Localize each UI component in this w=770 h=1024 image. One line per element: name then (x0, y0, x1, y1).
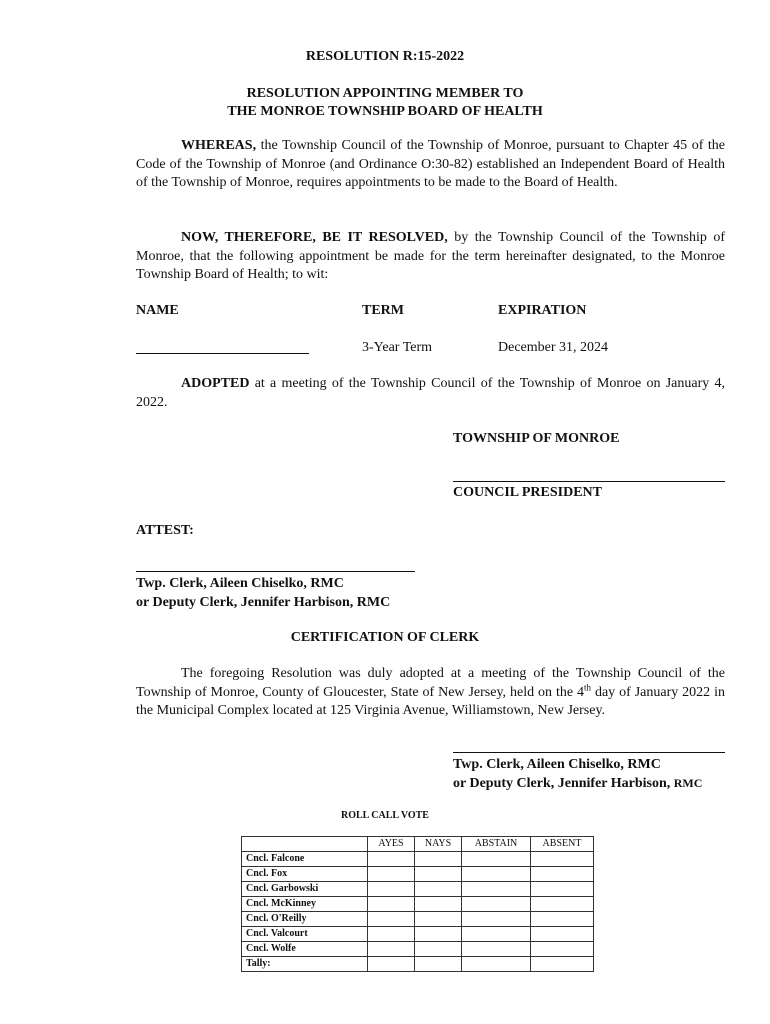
expiration-column-header: EXPIRATION (498, 303, 587, 318)
expiration-value: December 31, 2024 (498, 340, 609, 355)
roll-call-row (242, 957, 594, 972)
adopted-lead: ADOPTED (181, 376, 250, 391)
roll-call-table (241, 836, 594, 972)
roll-call-row (242, 897, 594, 912)
roll-call-column-header: ABSENT (531, 837, 594, 852)
roll-call-member-name: Tally: (242, 957, 368, 972)
certification-text-after: day of January 2022 in the Municipal Complex located at 125 Virginia Avenue, Williamstown, New Jersey. (136, 684, 725, 718)
attest-label: ATTEST: (136, 523, 194, 538)
roll-call-row (242, 912, 594, 927)
roll-call-vote-cell (462, 927, 531, 942)
attest-signature-line (136, 571, 415, 572)
roll-call-vote-cell (415, 882, 462, 897)
roll-call-vote-cell (368, 927, 415, 942)
roll-call-member-name: Cncl. Wolfe (242, 942, 368, 957)
roll-call-member-name: Cncl. Falcone (242, 852, 368, 867)
certification-superscript: th (584, 681, 592, 692)
roll-call-column-header: NAYS (415, 837, 462, 852)
roll-call-title: ROLL CALL VOTE (341, 810, 429, 821)
roll-call-member-name: Cncl. O'Reilly (242, 912, 368, 927)
roll-call-row (242, 867, 594, 882)
roll-call-vote-cell (531, 927, 594, 942)
resolved-paragraph (136, 229, 725, 285)
roll-call-vote-cell (531, 882, 594, 897)
roll-call-vote-cell (415, 927, 462, 942)
attest-clerk-line2: or Deputy Clerk, Jennifer Harbison, RMC (136, 595, 391, 610)
township-label: TOWNSHIP OF MONROE (453, 431, 620, 446)
president-signature-line (453, 481, 725, 482)
roll-call-member-name: Cncl. Garbowski (242, 882, 368, 897)
roll-call-column-header: ABSTAIN (462, 837, 531, 852)
certification-text-before: The foregoing Resolution was duly adopted at a meeting of the Township Council of the Township of Monroe, County of Gloucester, State of New Jersey, held on the 4 (136, 666, 725, 700)
roll-call-row (242, 927, 594, 942)
roll-call-vote-cell (368, 912, 415, 927)
roll-call-vote-cell (368, 897, 415, 912)
roll-call-vote-cell (368, 942, 415, 957)
roll-call-vote-cell (368, 957, 415, 972)
roll-call-vote-cell (462, 912, 531, 927)
council-president-label: COUNCIL PRESIDENT (453, 485, 602, 500)
roll-call-vote-cell (531, 942, 594, 957)
roll-call-member-name: Cncl. McKinney (242, 897, 368, 912)
roll-call-vote-cell (531, 852, 594, 867)
name-column-header: NAME (136, 303, 179, 318)
roll-call-vote-cell (462, 942, 531, 957)
roll-call-vote-cell (462, 897, 531, 912)
roll-call-vote-cell (368, 882, 415, 897)
roll-call-vote-cell (462, 957, 531, 972)
roll-call-vote-cell (531, 867, 594, 882)
roll-call-header-blank (242, 837, 368, 852)
whereas-lead: WHEREAS, (181, 138, 257, 153)
roll-call-vote-cell (415, 897, 462, 912)
whereas-paragraph (136, 137, 725, 193)
resolution-title-line2: THE MONROE TOWNSHIP BOARD OF HEALTH (227, 104, 543, 119)
roll-call-table-body (242, 837, 594, 972)
certification-paragraph (136, 665, 725, 721)
roll-call-vote-cell (415, 942, 462, 957)
roll-call-vote-cell (531, 912, 594, 927)
roll-call-vote-cell (415, 957, 462, 972)
roll-call-vote-cell (462, 852, 531, 867)
roll-call-vote-cell (531, 957, 594, 972)
roll-call-vote-cell (415, 867, 462, 882)
adopted-paragraph (136, 375, 725, 412)
roll-call-row (242, 942, 594, 957)
term-column-header: TERM (362, 303, 404, 318)
resolved-lead: NOW, THEREFORE, BE IT RESOLVED, (181, 230, 448, 245)
roll-call-column-header: AYES (368, 837, 415, 852)
roll-call-row (242, 852, 594, 867)
term-value: 3-Year Term (362, 340, 433, 355)
resolved-text: by the Township Council of the Township of Monroe, that the following appointment be made for the term hereinafter designated, to the Monroe Township Board of Health; to wit: (136, 230, 726, 282)
adopted-text: at a meeting of the Township Council of the Township of Monroe on January 4, 2022. (136, 376, 725, 410)
roll-call-vote-cell (415, 912, 462, 927)
roll-call-vote-cell (462, 867, 531, 882)
roll-call-vote-cell (531, 897, 594, 912)
certification-clerk-line2-main: or Deputy Clerk, Jennifer Harbison, (453, 776, 674, 791)
roll-call-member-name: Cncl. Valcourt (242, 927, 368, 942)
roll-call-vote-cell (415, 852, 462, 867)
attest-clerk-line1: Twp. Clerk, Aileen Chiselko, RMC (136, 576, 344, 591)
certification-signature-line (453, 752, 725, 753)
certification-clerk-line2 (453, 774, 702, 793)
roll-call-vote-cell (368, 852, 415, 867)
appointee-name-line (136, 353, 309, 354)
whereas-text: the Township Council of the Township of Monroe, pursuant to Chapter 45 of the Code of the Township of Monroe (and Ordinance O:30-82) established an Independent Board of Health of the Township of Monroe, requires appointments to be made to the Board of Health. (136, 138, 725, 190)
roll-call-header-row (242, 837, 594, 852)
roll-call-member-name: Cncl. Fox (242, 867, 368, 882)
roll-call-vote-cell (368, 867, 415, 882)
roll-call-vote-cell (462, 882, 531, 897)
roll-call-row (242, 882, 594, 897)
resolution-number: RESOLUTION R:15-2022 (305, 49, 465, 64)
certification-heading: CERTIFICATION OF CLERK (290, 630, 480, 645)
certification-clerk-line2-suffix: RMC (673, 776, 703, 790)
resolution-title-line1: RESOLUTION APPOINTING MEMBER TO (246, 86, 524, 101)
certification-clerk-line1: Twp. Clerk, Aileen Chiselko, RMC (453, 757, 661, 772)
